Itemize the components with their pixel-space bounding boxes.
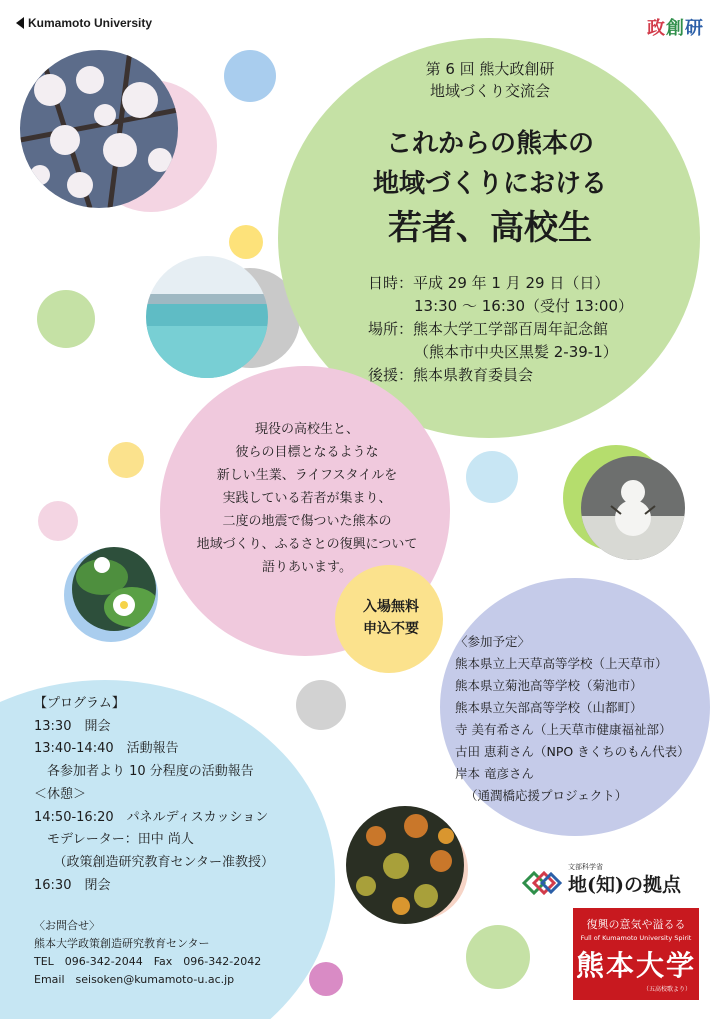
description-line: 彼らの目標となるような <box>235 445 379 460</box>
contact-info <box>34 917 261 989</box>
description-line: 地域づくり、ふるさとの復興について <box>196 537 418 552</box>
venue-label: 場所： <box>368 320 414 338</box>
contact-email: Email seisoken@kumamoto-u.ac.jp <box>34 973 235 986</box>
program-line: （政策創造研究教育センター准教授） <box>34 854 274 870</box>
time-value: 13:30 ～ 16:30（受付 13:00） <box>414 297 633 315</box>
participants-heading: 〈参加予定〉 <box>455 634 531 649</box>
decor-circle <box>466 925 530 989</box>
participants-list <box>455 631 690 807</box>
event-series <box>300 58 680 102</box>
decor-circle <box>38 501 78 541</box>
decor-circle <box>309 962 343 996</box>
program-line: 各参加者より 10 分程度の活動報告 <box>34 764 254 780</box>
kumamoto-university-logo <box>16 16 152 30</box>
program-line: 16:30 閉会 <box>34 877 111 893</box>
participant-item: 熊本県立菊池高等学校（菊池市） <box>455 678 643 693</box>
title-line: 地域づくりにおける <box>372 169 607 199</box>
venue-value: 熊本大学工学部百周年記念館 <box>413 320 609 338</box>
emblem-slogan-en: Full of Kumamoto University Spirit <box>580 934 692 942</box>
diamond-logo-icon <box>522 868 562 898</box>
contact-org: 熊本大学政策創造研究教育センター <box>34 937 210 950</box>
contact-heading: 〈お問合せ〉 <box>34 919 100 932</box>
description-line: 実践している若者が集まり、 <box>222 491 392 506</box>
decor-circle <box>37 290 95 348</box>
support-value: 熊本県教育委員会 <box>413 366 534 384</box>
university-logo-text: Kumamoto University <box>28 16 153 30</box>
chi-logo-sub: 文部科学省 <box>568 863 603 871</box>
water-lily-photo <box>72 547 156 631</box>
emblem-slogan: 復興の意気や溢るる <box>586 918 686 931</box>
event-title <box>300 124 680 252</box>
program-line: 13:30 開会 <box>34 718 111 734</box>
sea-photo <box>146 256 268 378</box>
chi-no-kyoten-logo <box>522 863 681 898</box>
seisouken-logo-char: 研 <box>685 18 704 39</box>
description-line: 二度の地震で傷ついた熊本の <box>222 514 392 529</box>
seisouken-logo <box>647 14 704 40</box>
description-line: 新しい生業、ライフスタイルを <box>216 468 398 483</box>
participant-item: 古田 恵莉さん（NPO きくちのもん代表） <box>455 744 690 759</box>
decor-circle <box>296 680 346 730</box>
decor-circle <box>108 442 144 478</box>
chi-logo-main: 地(知)の拠点 <box>568 873 681 896</box>
series-line: 第 6 回 熊大政創研 <box>425 60 555 78</box>
description-line: 現役の高校生と、 <box>254 422 359 437</box>
participant-item: 熊本県立上天草高等学校（上天草市） <box>455 656 668 671</box>
participant-item: （通潤橋応援プロジェクト） <box>465 788 628 803</box>
participant-item: 岸本 竜彦さん <box>455 766 534 781</box>
emblem-name: 熊本大学 <box>575 949 696 982</box>
program-line: 14:50-16:20 パネルディスカッション <box>34 809 269 825</box>
title-highlight: 若者、高校生 <box>388 208 592 248</box>
cherry-blossom-photo <box>20 50 178 208</box>
event-info <box>368 272 633 387</box>
program-schedule <box>34 693 274 897</box>
support-label: 後援： <box>368 366 414 384</box>
no-registration: 申込不要 <box>363 621 419 637</box>
series-subtitle: 地域づくり交流会 <box>429 82 550 100</box>
description-line: 語りあいます。 <box>262 560 352 575</box>
autumn-leaves-photo <box>346 806 464 924</box>
participant-item: 熊本県立矢部高等学校（山都町） <box>455 700 643 715</box>
event-description <box>172 418 442 579</box>
kumamoto-university-emblem <box>573 908 699 1000</box>
program-line: 13:40-14:40 活動報告 <box>34 741 179 757</box>
venue-address: （熊本市中央区黒髪 2-39-1） <box>414 343 618 361</box>
emblem-note: （五高校歌より） <box>642 986 691 993</box>
program-heading: 【プログラム】 <box>34 696 125 711</box>
decor-circle <box>224 50 276 102</box>
program-line: ＜休憩＞ <box>34 786 87 802</box>
title-line: これからの熊本の <box>385 129 594 159</box>
decor-circle <box>229 225 263 259</box>
seisouken-logo-char: 政 <box>647 18 666 39</box>
entry-notice <box>342 596 440 640</box>
program-line: モデレーター：田中 尚人 <box>34 832 194 848</box>
date-label: 日時： <box>368 274 414 292</box>
free-admission: 入場無料 <box>363 599 419 615</box>
contact-phone: TEL 096-342-2044 Fax 096-342-2042 <box>34 955 262 968</box>
seisouken-logo-char: 創 <box>666 18 685 39</box>
date-value: 平成 29 年 1 月 29 日（日） <box>413 274 610 292</box>
decor-circle <box>466 451 518 503</box>
university-mark-icon <box>16 17 24 29</box>
snowman-photo <box>581 456 685 560</box>
participant-item: 寺 美有希さん（上天草市健康福祉部） <box>455 722 672 737</box>
